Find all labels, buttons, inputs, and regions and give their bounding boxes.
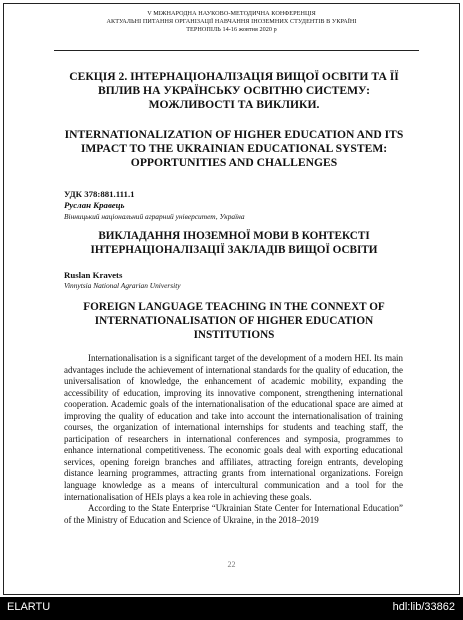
article-title-ua-line-2: ІНТЕРНАЦІОНАЛІЗАЦІЇ ЗАКЛАДІВ ВИЩОЇ ОСВІТИ	[90, 243, 378, 256]
article-title-en-line-1: FOREIGN LANGUAGE TEACHING IN THE CONNEXT OF	[83, 301, 385, 313]
body-paragraph-1: Internationalisation is a significant target of the development of a modern HEI. Its main advantages include the achievement of international standards for the quality of education, the universalisation of knowledge, the enhancement of academic mobility, expanding the accessibility of education, improving its innovative component, strengthening international cooperation. Academic goals of the internationalisation of the educational space are aimed at improving the quality of education and take into account the internationalisation of training courses, the organization of international internships for students and teaching staff, the participation of researchers in international conferences and symposia, programmes to enhance international competitiveness. The economic goals deal with exporting educational services, opening foreign branches and affiliates, attracting foreign entrants, developing distance learning programmes, attracting grants from international organizations. Foreign language knowledge as a means of intercultural communication and a tool for the internationalisation of HEIs plays a kea role in achieving these goals.	[64, 353, 403, 502]
article-title-en-line-2: INTERNATIONALISATION OF HIGHER EDUCATION	[94, 314, 374, 327]
section-title-en	[34, 128, 434, 169]
affiliation-ua: Вінницький національний аграрний університет, Україна	[64, 212, 245, 221]
section-title-ua-line-3: МОЖЛИВОСТІ ТА ВИКЛИКИ.	[148, 97, 320, 111]
conference-header	[4, 10, 459, 35]
document-page	[3, 3, 460, 595]
article-title-en	[34, 301, 434, 342]
article-title-ua	[34, 230, 434, 258]
header-divider	[54, 50, 419, 51]
body-paragraph-2: According to the State Enterprise “Ukrainian State Center for International Education” of the Ministry of Education and Science of Ukraine, in the 2018–2019	[64, 503, 403, 525]
author-name-en: Ruslan Kravets	[64, 270, 123, 280]
author-name-ua: Руслан Кравець	[64, 200, 125, 210]
conference-line-2: АКТУАЛЬНІ ПИТАННЯ ОРГАНІЗАЦІЇ НАВЧАННЯ ІНОЗЕМНИХ СТУДЕНТІВ В УКРАЇНІ	[106, 18, 357, 26]
affiliation-en: Vinnytsia National Agrarian University	[64, 281, 181, 290]
conference-line-3: ТЕРНОПІЛЬ 14-16 жовтня 2020 р	[186, 26, 277, 34]
udc-code: УДК 378:881.111.1	[64, 189, 135, 199]
handle-link[interactable]: hdl:lib/33862	[392, 601, 455, 613]
article-body	[64, 353, 403, 526]
article-title-ua-line-1: ВИКЛАДАННЯ ІНОЗЕМНОЇ МОВИ В КОНТЕКСТІ	[98, 230, 370, 242]
repository-name: ELARTU	[7, 601, 51, 613]
viewer-footer-bar	[0, 597, 463, 620]
section-title-en-line-2: IMPACT TO THE UKRAINIAN EDUCATIONAL SYSTEM:	[80, 141, 388, 155]
article-title-en-line-3: INSTITUTIONS	[193, 328, 275, 341]
section-title-en-line-3: OPPORTUNITIES AND CHALLENGES	[130, 155, 338, 169]
section-title-en-line-1: INTERNATIONALIZATION OF HIGHER EDUCATION AND ITS	[64, 128, 404, 141]
page-number: 22	[227, 560, 236, 569]
conference-line-1: V МІЖНАРОДНА НАУКОВО-МЕТОДИЧНА КОНФЕРЕНЦІЯ	[147, 10, 316, 17]
section-title-ua	[34, 70, 434, 111]
section-title-ua-line-1: СЕКЦІЯ 2. ІНТЕРНАЦІОНАЛІЗАЦІЯ ВИЩОЇ ОСВІТИ ТА ЇЇ	[69, 70, 399, 83]
section-title-ua-line-2: ВПЛИВ НА УКРАЇНСЬКУ ОСВІТНЮ СИСТЕМУ:	[98, 83, 370, 97]
